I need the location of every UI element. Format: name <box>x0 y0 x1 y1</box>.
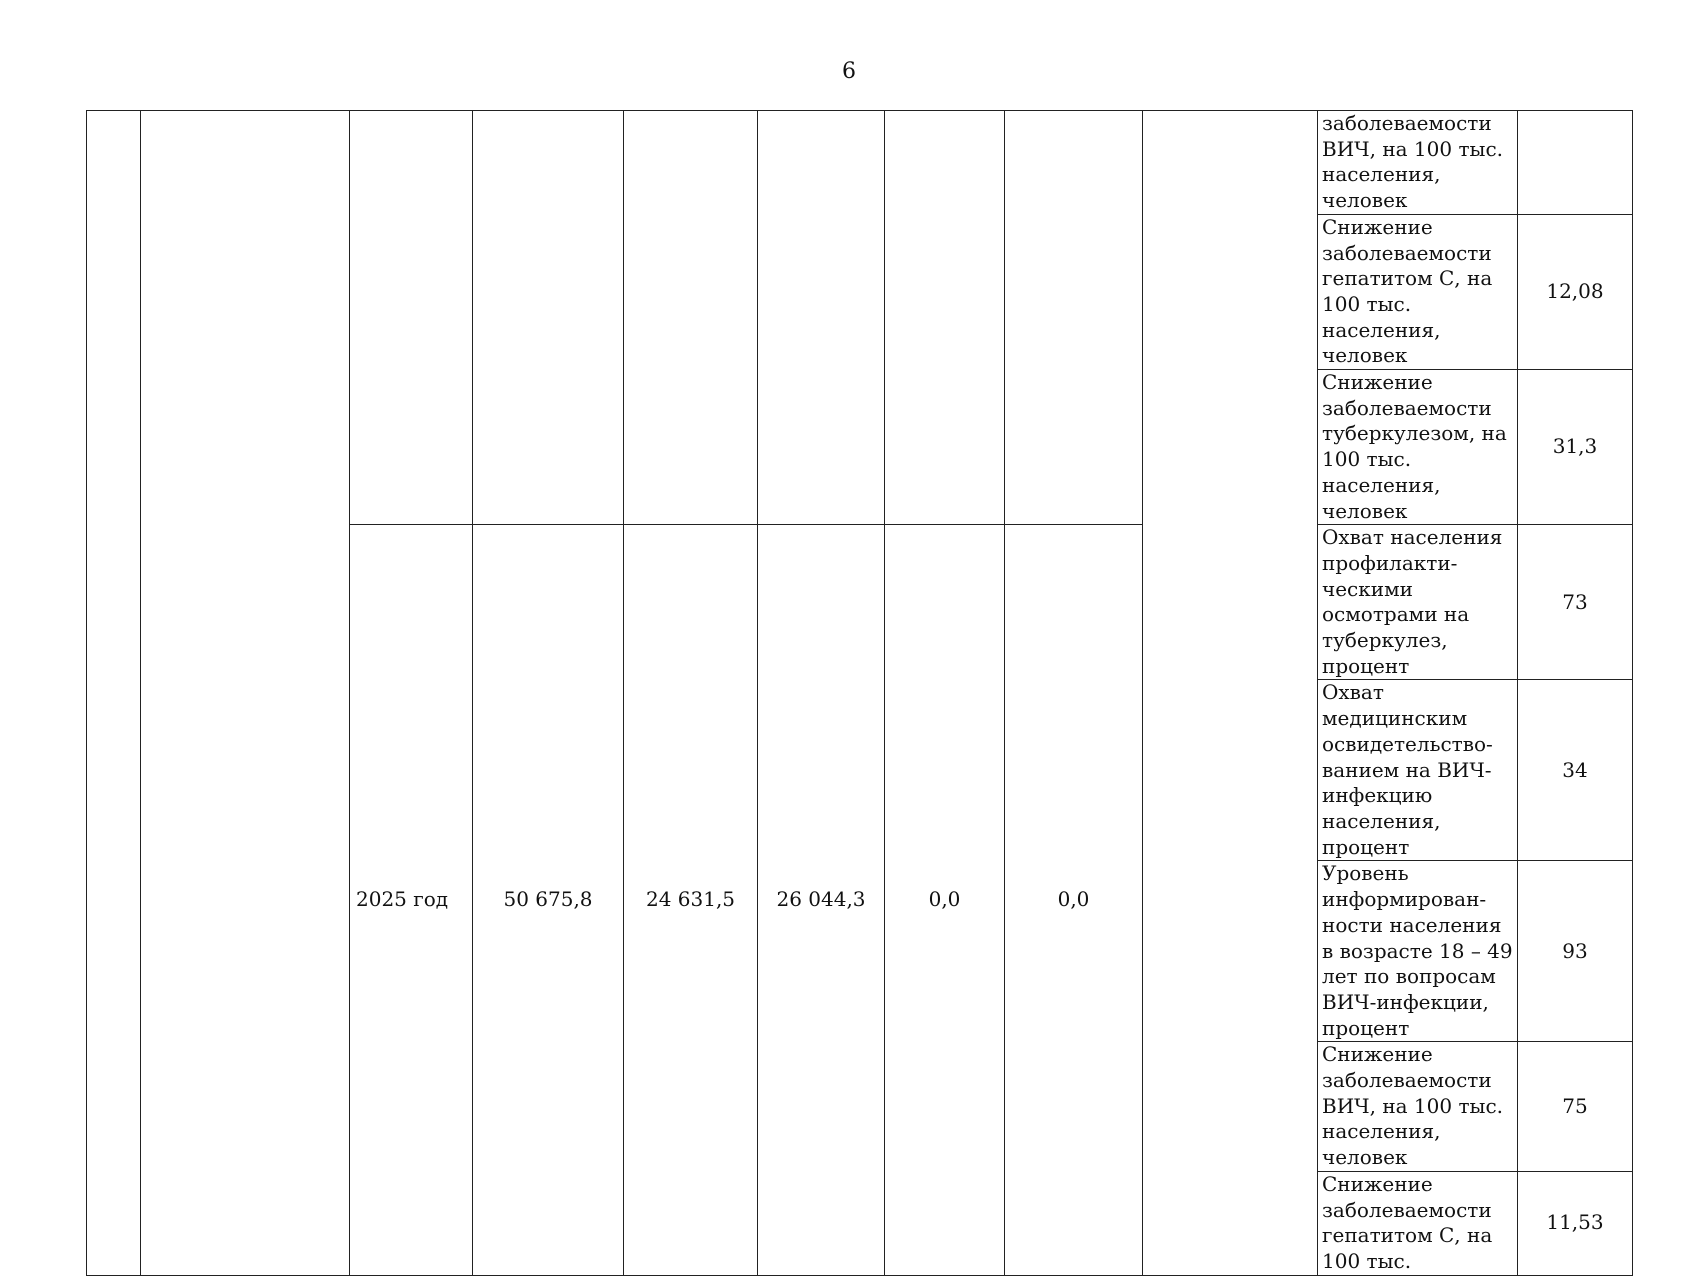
year-cell: 2025 год <box>350 525 473 1276</box>
indicator-name: Снижение заболеваемости гепатитом С, на 100 тыс. <box>1318 1171 1518 1275</box>
indicator-name: Охват медицинским освидетельство-ванием на ВИЧ-инфекцию населения, процент <box>1318 680 1518 861</box>
prev-year-cell <box>350 111 473 525</box>
col5-cell: 0,0 <box>1005 525 1143 1276</box>
number-cell <box>87 111 141 1276</box>
prev-col2-cell <box>624 111 758 525</box>
indicator-name: Охват населения профилакти-ческими осмотрами на туберкулез, процент <box>1318 525 1518 680</box>
col3-cell: 26 044,3 <box>758 525 885 1276</box>
prev-total-cell <box>473 111 624 525</box>
indicator-value: 34 <box>1518 680 1633 861</box>
indicator-name: Снижение заболеваемости гепатитом С, на 100 тыс. населения, человек <box>1318 214 1518 369</box>
page-number: 6 <box>842 59 856 84</box>
prev-col5-cell <box>1005 111 1143 525</box>
indicator-value: 31,3 <box>1518 370 1633 525</box>
prev-col4-cell <box>885 111 1005 525</box>
indicator-value <box>1518 111 1633 215</box>
indicator-name: заболеваемости ВИЧ, на 100 тыс. населения, человек <box>1318 111 1518 215</box>
indicator-value: 93 <box>1518 861 1633 1042</box>
indicator-name: Уровень информирован-ности населения в возрасте 18 – 49 лет по вопросам ВИЧ-инфекции, процент <box>1318 861 1518 1042</box>
col2-cell: 24 631,5 <box>624 525 758 1276</box>
prev-col3-cell <box>758 111 885 525</box>
program-table <box>86 110 1633 1276</box>
table-row <box>87 111 1633 215</box>
total-cell: 50 675,8 <box>473 525 624 1276</box>
col4-cell: 0,0 <box>885 525 1005 1276</box>
indicator-name: Снижение заболеваемости туберкулезом, на 100 тыс. населения, человек <box>1318 370 1518 525</box>
indicator-value: 73 <box>1518 525 1633 680</box>
indicator-value: 11,53 <box>1518 1171 1633 1275</box>
indicator-value: 75 <box>1518 1042 1633 1172</box>
indicator-value: 12,08 <box>1518 214 1633 369</box>
name-cell <box>141 111 350 1276</box>
executor-cell <box>1143 111 1318 1276</box>
indicator-name: Снижение заболеваемости ВИЧ, на 100 тыс. населения, человек <box>1318 1042 1518 1172</box>
